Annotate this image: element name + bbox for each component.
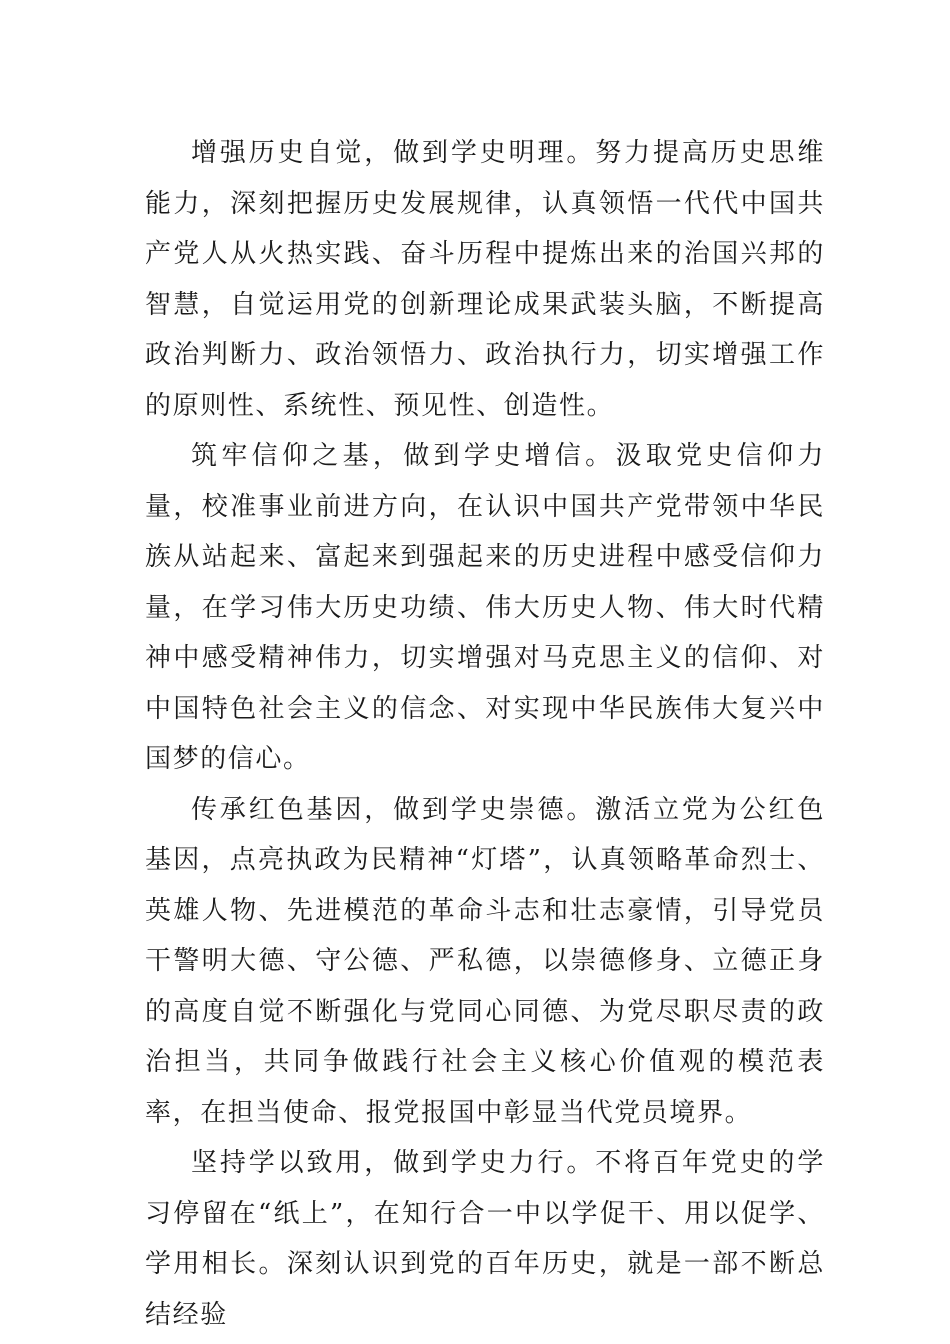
paragraph-learning-application: 坚持学以致用，做到学史力行。不将百年党史的学习停留在“纸上”，在知行合一中以学促干、用以促学、学用相长。深刻认识到党的百年历史，就是一部不断总结经验: [145, 1148, 825, 1330]
paragraph-history-awareness: 增强历史自觉，做到学史明理。努力提高历史思维能力，深刻把握历史发展规律，认真领悟一代代中国共产党人从火热实践、奋斗历程中提炼出来的治国兴邦的智慧，自觉运用党的创新理论成果武装头脑，不断提高政治判断力、政治领悟力、政治执行力，切实增强工作的原则性、系统性、预见性、创造性。: [145, 138, 825, 421]
paragraph-faith-foundation: 筑牢信仰之基，做到学史增信。汲取党史信仰力量，校准事业前进方向，在认识中国共产党带领中华民族从站起来、富起来到强起来的历史进程中感受信仰力量，在学习伟大历史功绩、伟大历史人物、伟大时代精神中感受精神伟力，切实增强对马克思主义的信仰、对中国特色社会主义的信念、对实现中华民族伟大复兴中国梦的信心。: [145, 441, 825, 774]
paragraph-red-gene: 传承红色基因，做到学史崇德。激活立党为公红色基因，点亮执政为民精神“灯塔”，认真领略革命烈士、英雄人物、先进模范的革命斗志和壮志豪情，引导党员干警明大德、守公德、严私德，以崇德修身、立德正身的高度自觉不断强化与党同心同德、为党尽职尽责的政治担当，共同争做践行社会主义核心价值观的模范表率，在担当使命、报党报国中彰显当代党员境界。: [145, 794, 825, 1128]
document-body: [145, 128, 825, 1340]
